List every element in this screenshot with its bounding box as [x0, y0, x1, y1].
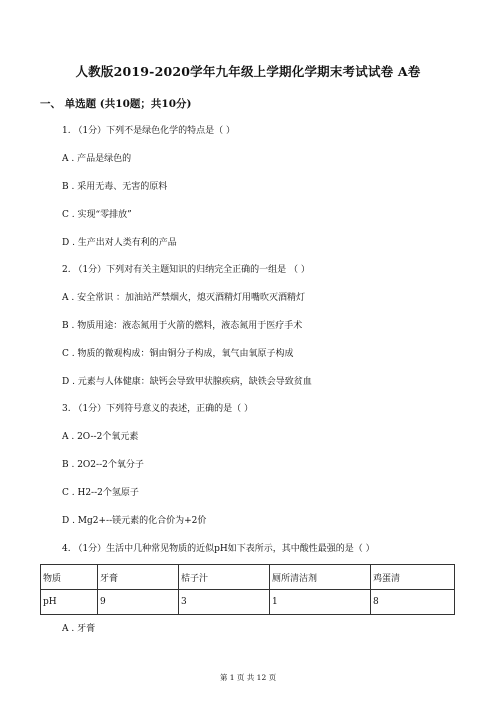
ph-table — [40, 564, 455, 615]
question-1-option-b: B . 采用无毒、无害的原料 — [62, 182, 168, 192]
question-3-option-c: C . H2--2个氢原子 — [62, 488, 139, 498]
question-3-option-d: D . Mg2+--镁元素的化合价为+2价 — [62, 516, 207, 526]
question-2-option-a: A . 安全常识 ：加油站严禁烟火，熄灭酒精灯用嘴吹灭酒精灯 — [62, 293, 305, 303]
question-1-stem: 1. （1分）下列不是绿色化学的特点是（ ） — [62, 126, 236, 136]
section-heading: 一、 单选题 (共10题；共10分) — [40, 98, 192, 110]
table-row — [41, 590, 455, 615]
table-header-row — [41, 565, 455, 590]
question-2-option-b: B . 物质用途：液态氮用于火箭的燃料，液态氮用于医疗手术 — [62, 321, 303, 331]
question-3-option-a: A . 2O--2个氧元素 — [62, 432, 139, 442]
question-2-option-d: D . 元素与人体健康：缺钙会导致甲状腺疾病，缺铁会导致贫血 — [62, 377, 312, 387]
question-1-option-d: D . 生产出对人类有利的产品 — [62, 238, 177, 248]
table-cell: 3 — [179, 590, 270, 615]
question-1-option-a: A . 产品是绿色的 — [62, 154, 132, 164]
page-title: 人教版2019-2020学年九年级上学期化学期末考试试卷 A卷 — [75, 64, 421, 79]
table-cell: pH — [41, 590, 98, 615]
table-cell: 厕所清洁剂 — [270, 565, 371, 590]
question-2-stem: 2. （1分）下列对有关主题知识的归纳完全正确的一组是 （ ） — [62, 265, 310, 275]
table-cell: 鸡蛋清 — [371, 565, 455, 590]
question-4-stem: 4. （1分）生活中几种常见物质的近似pH如下表所示，其中酸性最强的是（ ） — [62, 544, 375, 554]
table-cell: 1 — [270, 590, 371, 615]
question-2-option-c: C . 物质的微观构成：铜由铜分子构成，氧气由氧原子构成 — [62, 349, 294, 359]
table-cell: 桔子汁 — [179, 565, 270, 590]
table-cell: 9 — [98, 590, 179, 615]
question-3-option-b: B . 2O2--2个氧分子 — [62, 460, 144, 470]
question-1-option-c: C . 实现“零排放” — [62, 210, 132, 220]
question-3-stem: 3. （1分）下列符号意义的表述，正确的是（ ） — [62, 404, 254, 414]
table-cell: 牙膏 — [98, 565, 179, 590]
table-cell: 8 — [371, 590, 455, 615]
question-4-option-a: A . 牙膏 — [62, 624, 96, 634]
table-cell: 物质 — [41, 565, 98, 590]
page-footer: 第 1 页 共 12 页 — [219, 673, 277, 682]
